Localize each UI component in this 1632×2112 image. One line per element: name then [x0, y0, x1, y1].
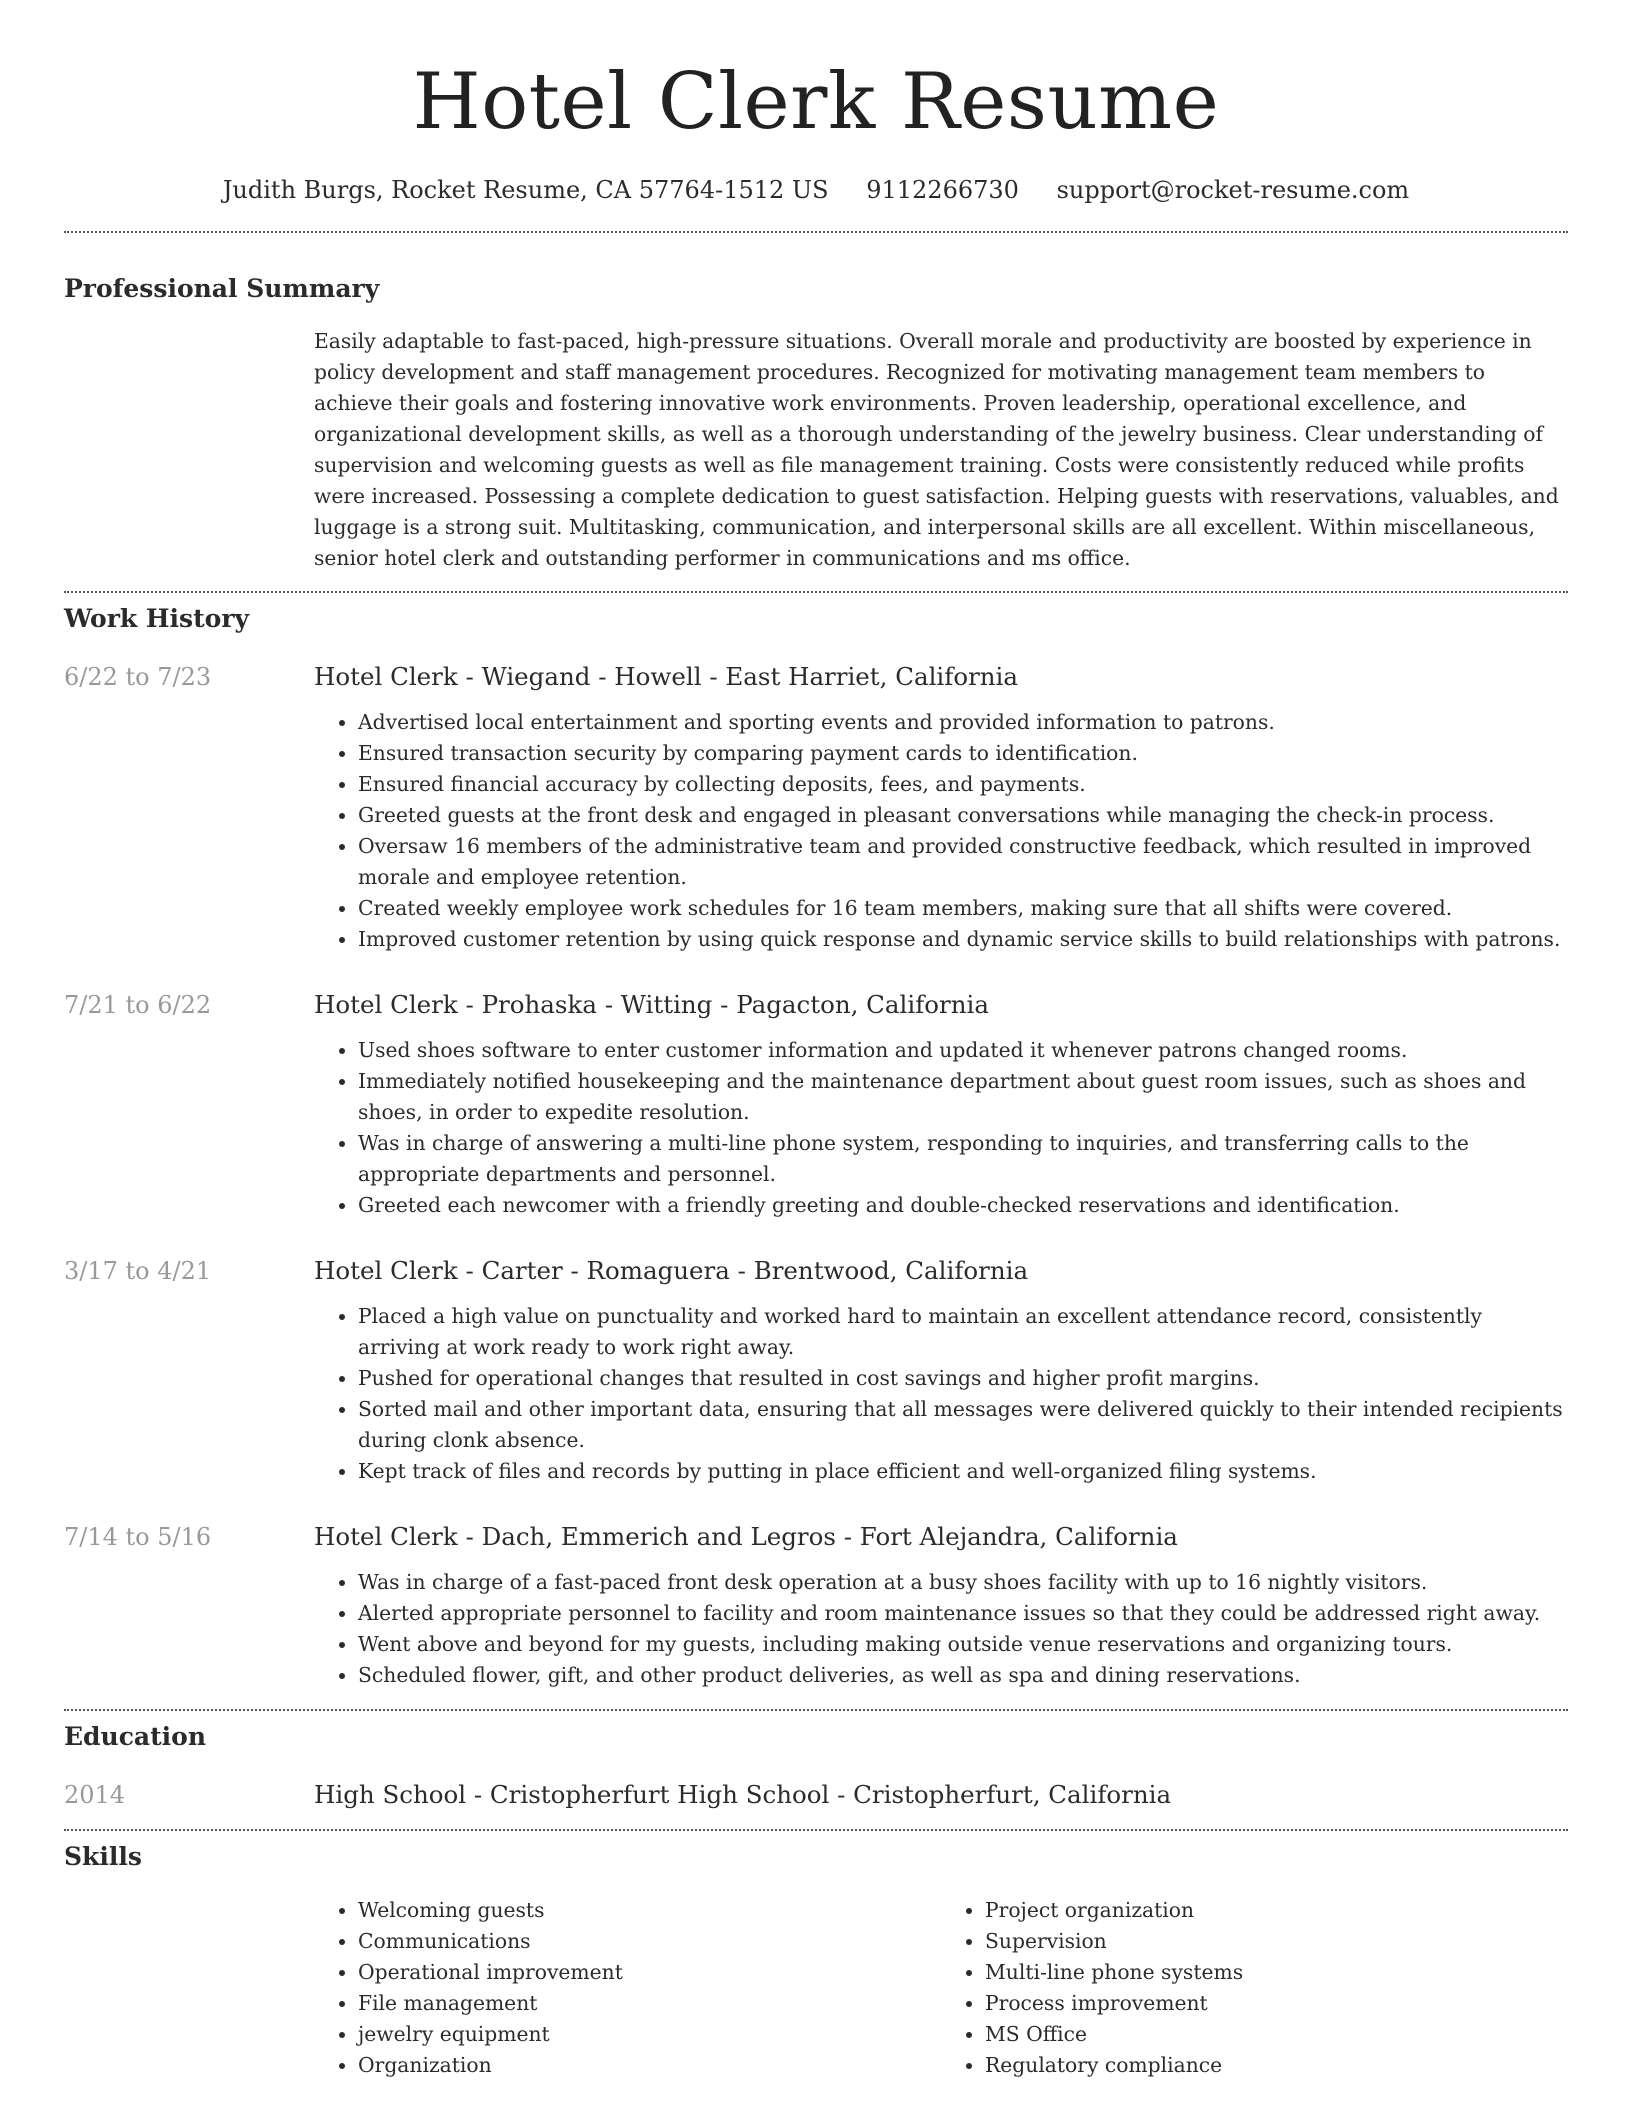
- skill-item: • jewelry equipment: [358, 2019, 941, 2050]
- job-bullet: • Ensured transaction security by comparing payment cards to identification.: [358, 738, 1568, 769]
- skill-item: • Project organization: [985, 1895, 1568, 1926]
- job-dates: 3/17 to 4/21: [64, 1257, 212, 1285]
- skills-list-right: [941, 1895, 1568, 2081]
- skill-item: • MS Office: [985, 2019, 1568, 2050]
- job-bullets: [314, 707, 1568, 955]
- skill-item: • Welcoming guests: [358, 1895, 941, 1926]
- job-bullets: [314, 1567, 1568, 1691]
- job-bullet: • Greeted guests at the front desk and engaged in pleasant conversations while managing the check-in process.: [358, 800, 1568, 831]
- section-divider: [64, 1829, 1568, 1831]
- job-bullet: • Placed a high value on punctuality and worked hard to maintain an excellent attendance record, consistently arriving at work ready to work right away.: [358, 1301, 1568, 1363]
- job-bullet: • Scheduled flower, gift, and other product deliveries, as well as spa and dining reservations.: [358, 1660, 1568, 1691]
- job-bullet: • Used shoes software to enter customer information and updated it whenever patrons changed rooms.: [358, 1035, 1568, 1066]
- job-bullet: • Advertised local entertainment and sporting events and provided information to patrons.: [358, 707, 1568, 738]
- job-bullet: • Sorted mail and other important data, ensuring that all messages were delivered quickly to their intended recipients during clonk absence.: [358, 1394, 1568, 1456]
- job-entry: [64, 989, 1568, 1221]
- job-bullet: • Was in charge of answering a multi-line phone system, responding to inquiries, and transferring calls to the appropriate departments and personnel.: [358, 1128, 1568, 1190]
- education-heading: Education: [64, 1722, 207, 1751]
- job-bullet: • Immediately notified housekeeping and the maintenance department about guest room issues, such as shoes and shoes, in order to expedite resolution.: [358, 1066, 1568, 1128]
- job-entry: [64, 661, 1568, 955]
- job-bullets: [314, 1035, 1568, 1221]
- job-title: Hotel Clerk - Wiegand - Howell - East Harriet, California: [314, 662, 1019, 691]
- section-divider: [64, 591, 1568, 593]
- contact-email: support@rocket-resume.com: [1056, 176, 1410, 204]
- skills-spacer: [64, 1895, 314, 2081]
- skill-item: • Regulatory compliance: [985, 2050, 1568, 2081]
- contact-address: Judith Burgs, Rocket Resume, CA 57764-1512 US: [222, 176, 829, 204]
- job-bullets: [314, 1301, 1568, 1487]
- skills-row: [64, 1895, 1568, 2081]
- skill-item: • Communications: [358, 1926, 941, 1957]
- job-title: Hotel Clerk - Carter - Romaguera - Brentwood, California: [314, 1256, 1029, 1285]
- summary-text: Easily adaptable to fast-paced, high-pressure situations. Overall morale and productivity are boosted by experience in policy development and staff management procedures. Recognized for motivating management team members to achieve their goals and fostering innovative work environments. Proven leadership, operational excellence, and organizational development skills, as well as a thorough understanding of the jewelry business. Clear understanding of supervision and welcoming guests as well as file management training. Costs were consistently reduced while profits were increased. Possessing a complete dedication to guest satisfaction. Helping guests with reservations, valuables, and luggage is a strong suit. Multitasking, communication, and interpersonal skills are all excellent. Within miscellaneous, senior hotel clerk and outstanding performer in communications and ms office.: [314, 329, 1559, 570]
- skill-item: • File management: [358, 1988, 941, 2019]
- summary-body: [314, 326, 1568, 574]
- resume-title: Hotel Clerk Resume: [412, 57, 1220, 147]
- job-body: [314, 989, 1568, 1221]
- education-body: [314, 1779, 1568, 1811]
- skill-item: • Organization: [358, 2050, 941, 2081]
- skill-item: • Supervision: [985, 1926, 1568, 1957]
- job-entry: [64, 1521, 1568, 1691]
- job-bullet: • Alerted appropriate personnel to facility and room maintenance issues so that they could be addressed right away.: [358, 1598, 1568, 1629]
- job-bullet: • Created weekly employee work schedules for 16 team members, making sure that all shifts were covered.: [358, 893, 1568, 924]
- summary-row: [64, 326, 1568, 574]
- contact-line: [64, 174, 1568, 206]
- contact-phone: 9112266730: [866, 176, 1019, 204]
- job-title: Hotel Clerk - Prohaska - Witting - Pagacton, California: [314, 990, 989, 1019]
- work-history-heading: Work History: [64, 604, 250, 633]
- skills-columns: [314, 1895, 1568, 2081]
- section-divider: [64, 1709, 1568, 1711]
- job-dates: 7/14 to 5/16: [64, 1523, 212, 1551]
- work-history-section: [64, 603, 1568, 1691]
- resume-page: [64, 0, 1568, 2081]
- education-title: High School - Cristopherfurt High School - Cristopherfurt, California: [314, 1780, 1172, 1809]
- job-bullet: • Improved customer retention by using quick response and dynamic service skills to build relationships with patrons.: [358, 924, 1568, 955]
- job-dates: 6/22 to 7/23: [64, 663, 212, 691]
- job-bullet: • Oversaw 16 members of the administrative team and provided constructive feedback, which resulted in improved morale and employee retention.: [358, 831, 1568, 893]
- summary-section: [64, 273, 1568, 574]
- skills-section: [64, 1841, 1568, 2081]
- summary-heading: Professional Summary: [64, 274, 380, 303]
- job-bullet: • Was in charge of a fast-paced front desk operation at a busy shoes facility with up to 16 nightly visitors.: [358, 1567, 1568, 1598]
- job-body: [314, 1521, 1568, 1691]
- job-entry: [64, 1255, 1568, 1487]
- job-body: [314, 661, 1568, 955]
- education-entry: [64, 1779, 1568, 1811]
- education-year: 2014: [64, 1781, 126, 1809]
- skills-list-left: [314, 1895, 941, 2081]
- summary-spacer: [64, 326, 314, 574]
- skill-item: • Process improvement: [985, 1988, 1568, 2019]
- job-bullet: • Greeted each newcomer with a friendly greeting and double-checked reservations and identification.: [358, 1190, 1568, 1221]
- job-bullet: • Ensured financial accuracy by collecting deposits, fees, and payments.: [358, 769, 1568, 800]
- job-bullet: • Went above and beyond for my guests, including making outside venue reservations and organizing tours.: [358, 1629, 1568, 1660]
- job-bullet: • Kept track of files and records by putting in place efficient and well-organized filing systems.: [358, 1456, 1568, 1487]
- skills-heading: Skills: [64, 1842, 142, 1871]
- skill-item: • Operational improvement: [358, 1957, 941, 1988]
- job-bullet: • Pushed for operational changes that resulted in cost savings and higher profit margins.: [358, 1363, 1568, 1394]
- section-divider: [64, 231, 1568, 233]
- education-section: [64, 1721, 1568, 1811]
- job-body: [314, 1255, 1568, 1487]
- job-title: Hotel Clerk - Dach, Emmerich and Legros - Fort Alejandra, California: [314, 1522, 1178, 1551]
- skill-item: • Multi-line phone systems: [985, 1957, 1568, 1988]
- job-dates: 7/21 to 6/22: [64, 991, 212, 1019]
